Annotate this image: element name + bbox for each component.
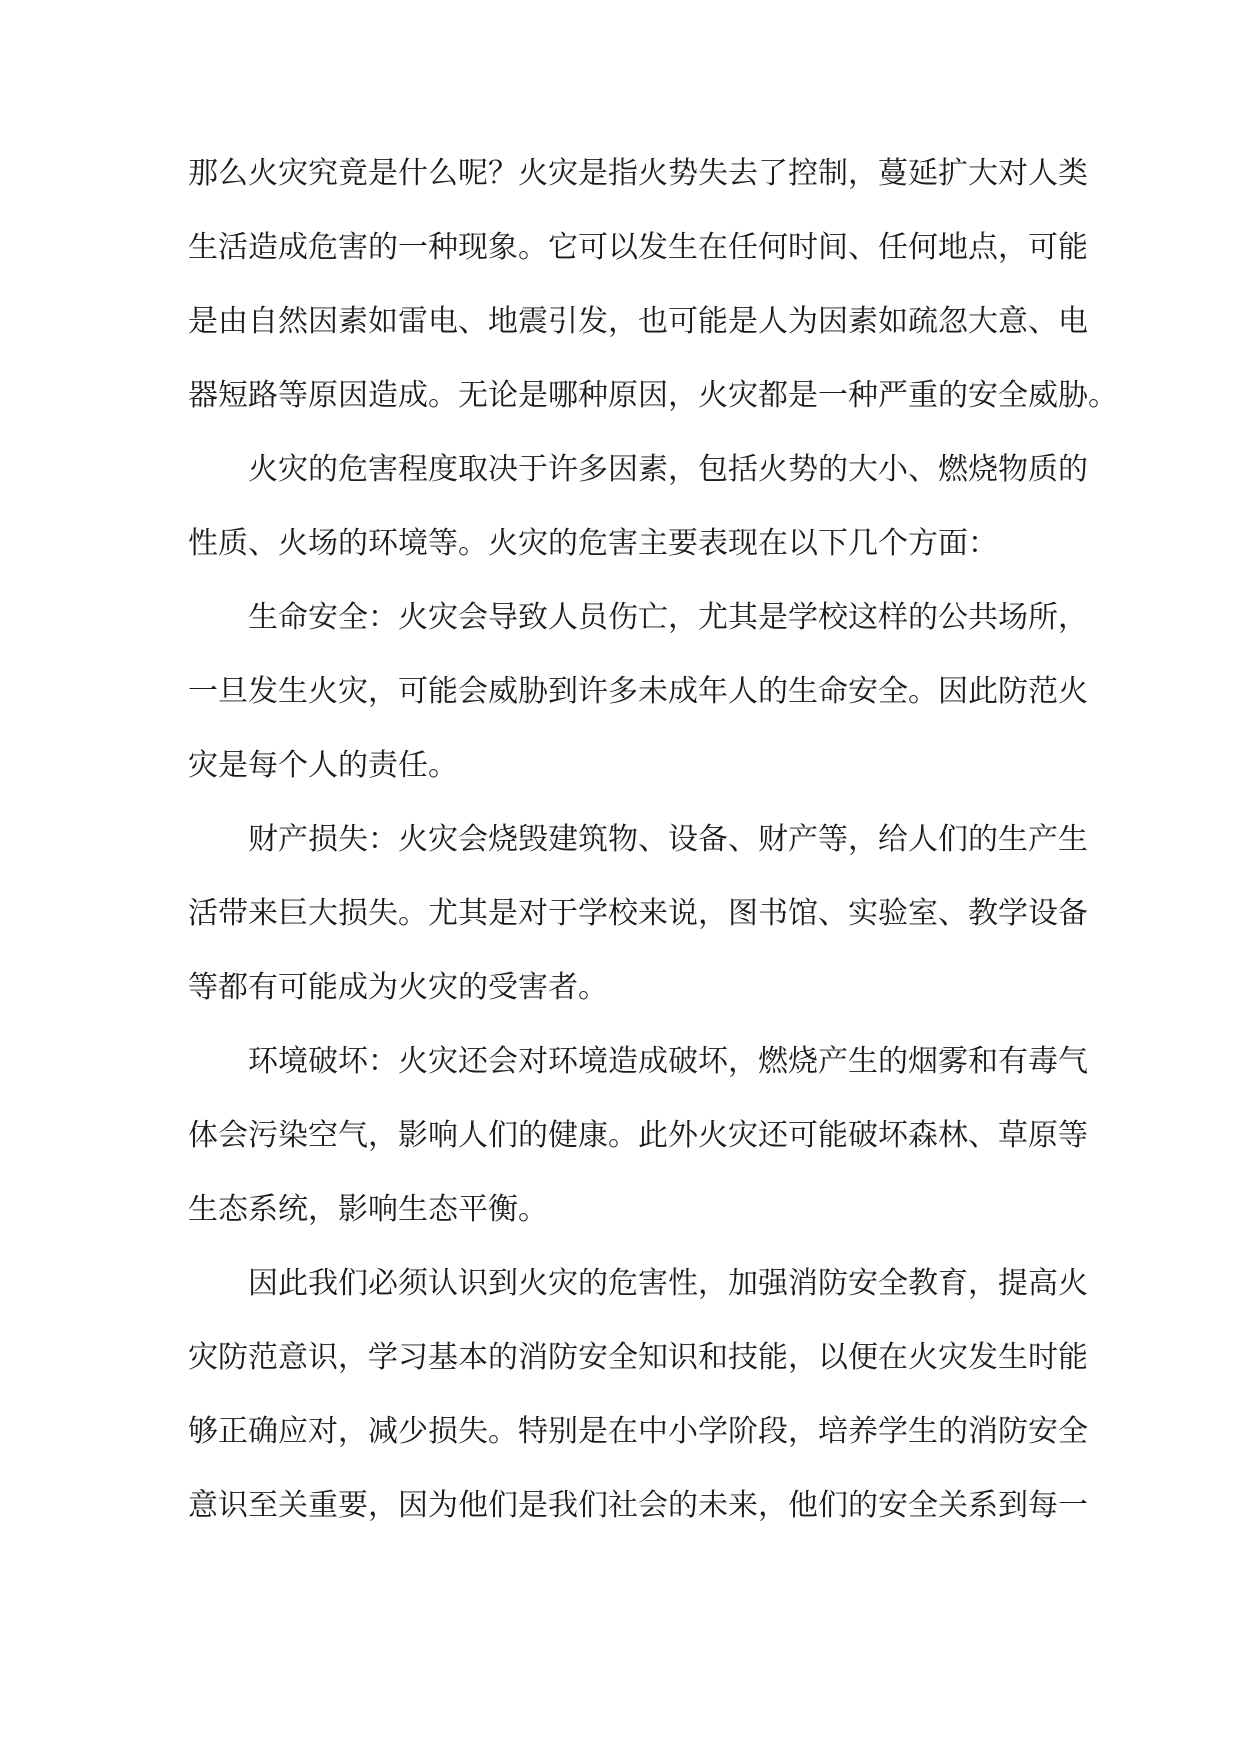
text-line: 那么火灾究竟是什么呢？火灾是指火势失去了控制，蔓延扩大对人类 xyxy=(188,156,1088,191)
text-line: 意识至关重要，因为他们是我们社会的未来，他们的安全关系到每一 xyxy=(188,1488,1088,1523)
text-line: 因此我们必须认识到火灾的危害性，加强消防安全教育，提高火 xyxy=(248,1266,1088,1301)
text-line: 活带来巨大损失。尤其是对于学校来说，图书馆、实验室、教学设备 xyxy=(188,896,1088,931)
text-line: 火灾的危害程度取决于许多因素，包括火势的大小、燃烧物质的 xyxy=(248,452,1088,487)
text-line: 财产损失：火灾会烧毁建筑物、设备、财产等，给人们的生产生 xyxy=(248,822,1088,857)
text-line: 等都有可能成为火灾的受害者。 xyxy=(188,970,608,1005)
text-line: 生态系统，影响生态平衡。 xyxy=(188,1192,548,1227)
text-line: 灾防范意识，学习基本的消防安全知识和技能，以便在火灾发生时能 xyxy=(188,1340,1088,1375)
text-line: 体会污染空气，影响人们的健康。此外火灾还可能破坏森林、草原等 xyxy=(188,1118,1088,1153)
text-line: 灾是每个人的责任。 xyxy=(188,748,458,783)
text-line: 生活造成危害的一种现象。它可以发生在任何时间、任何地点，可能 xyxy=(188,230,1088,265)
text-line: 够正确应对，减少损失。特别是在中小学阶段，培养学生的消防安全 xyxy=(188,1414,1088,1449)
text-line: 性质、火场的环境等。火灾的危害主要表现在以下几个方面： xyxy=(188,526,998,561)
text-line: 一旦发生火灾，可能会威胁到许多未成年人的生命安全。因此防范火 xyxy=(188,674,1088,709)
text-line: 环境破坏：火灾还会对环境造成破坏，燃烧产生的烟雾和有毒气 xyxy=(248,1044,1088,1079)
text-line: 生命安全：火灾会导致人员伤亡，尤其是学校这样的公共场所， xyxy=(248,600,1088,635)
text-line: 是由自然因素如雷电、地震引发，也可能是人为因素如疏忽大意、电 xyxy=(188,304,1088,339)
text-line: 器短路等原因造成。无论是哪种原因，火灾都是一种严重的安全威胁。 xyxy=(188,378,1118,413)
document-body xyxy=(188,144,1118,1550)
